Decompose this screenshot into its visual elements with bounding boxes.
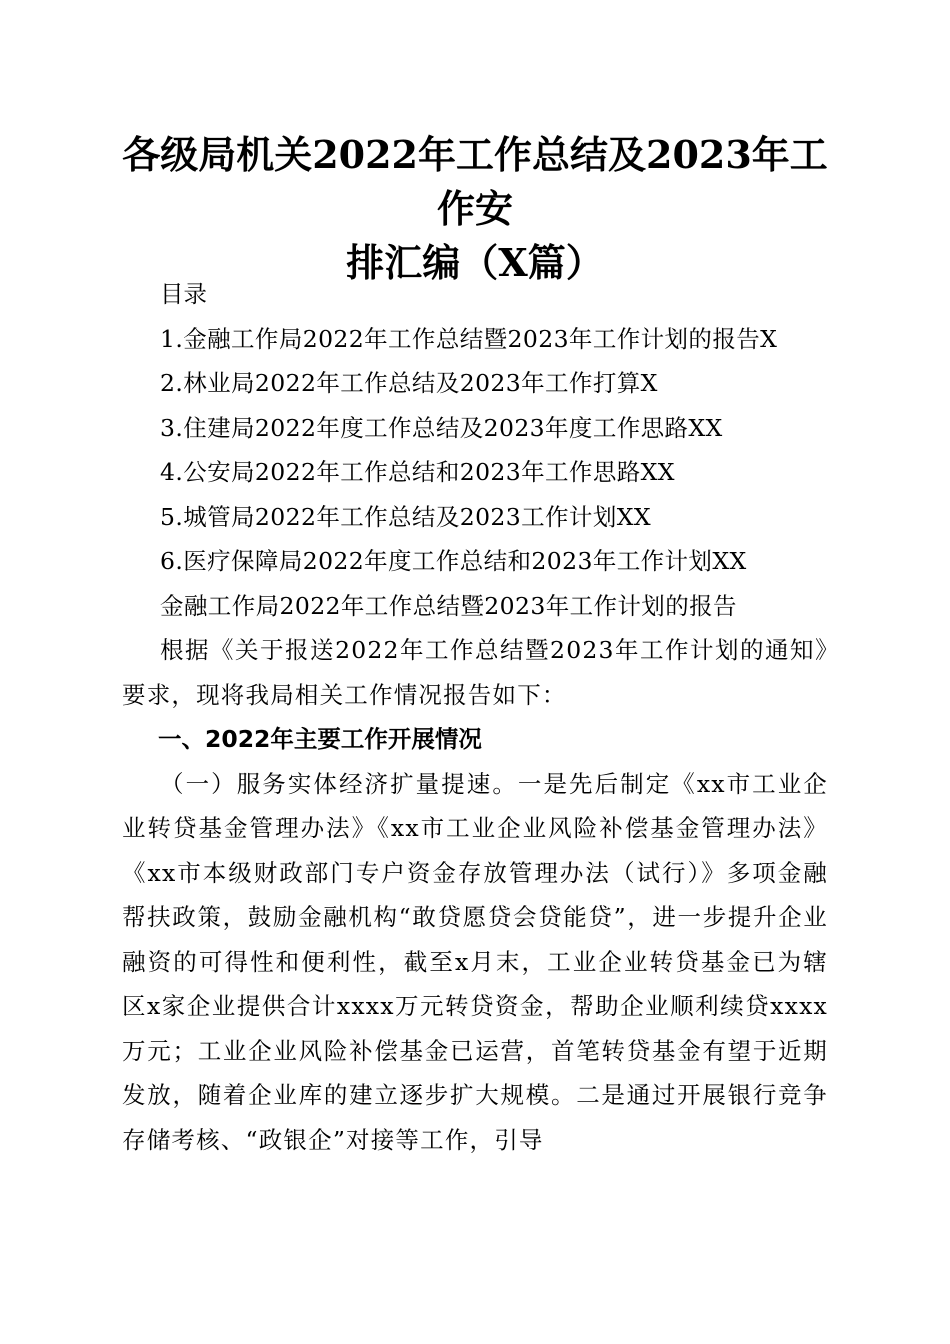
toc-item: 5.城管局2022年工作总结及2023工作计划XX [160, 502, 651, 531]
toc-item: 1.金融工作局2022年工作总结暨2023年工作计划的报告X [160, 324, 778, 353]
toc-item: 3.住建局2022年度工作总结及2023年度工作思路XX [160, 413, 723, 442]
document-title-line-1: 各级局机关2022年工作总结及2023年工作安 [122, 132, 828, 231]
toc-item: 6.医疗保障局2022年度工作总结和2023年工作计划XX [160, 547, 747, 575]
toc-item: 2.林业局2022年工作总结及2023年工作打算X [160, 369, 658, 397]
section-paragraph: （一）服务实体经济扩量提速。一是先后制定《xx市工业企业转贷基金管理办法》《xx市工业企业风险补偿基金管理办法》《xx市本级财政部门专户资金存放管理办法（试行）》多项金融帮扶政策，鼓励金融机构“敢贷愿贷会贷能贷”，进一步提升企业融资的可得性和便利性，截至x月末，工业企业转贷基金已为辖区x家企业提供合计xxxx万元转贷资金，帮助企业顺利续贷xxxx万元；工业企业风险补偿基金已运营，首笔转贷基金有望于近期发放，随着企业库的建立逐步扩大规模。二是通过开展银行竞争存储考核、“政银企”对接等工作，引导 [122, 769, 828, 1154]
toc-heading: 目录 [160, 280, 207, 308]
document-title-line-2: 排汇编（X篇） [346, 240, 604, 285]
document-title [110, 128, 840, 290]
intro-paragraph: 根据《关于报送2022年工作总结暨2023年工作计划的通知》要求，现将我局相关工作情况报告如下： [122, 636, 828, 709]
article-title: 金融工作局2022年工作总结暨2023年工作计划的报告 [160, 591, 737, 620]
table-of-contents [122, 317, 828, 584]
section-heading: 一、2022年主要工作开展情况 [158, 725, 482, 753]
toc-item: 4.公安局2022年工作总结和2023年工作思路XX [160, 458, 675, 486]
document-body [122, 272, 828, 1162]
